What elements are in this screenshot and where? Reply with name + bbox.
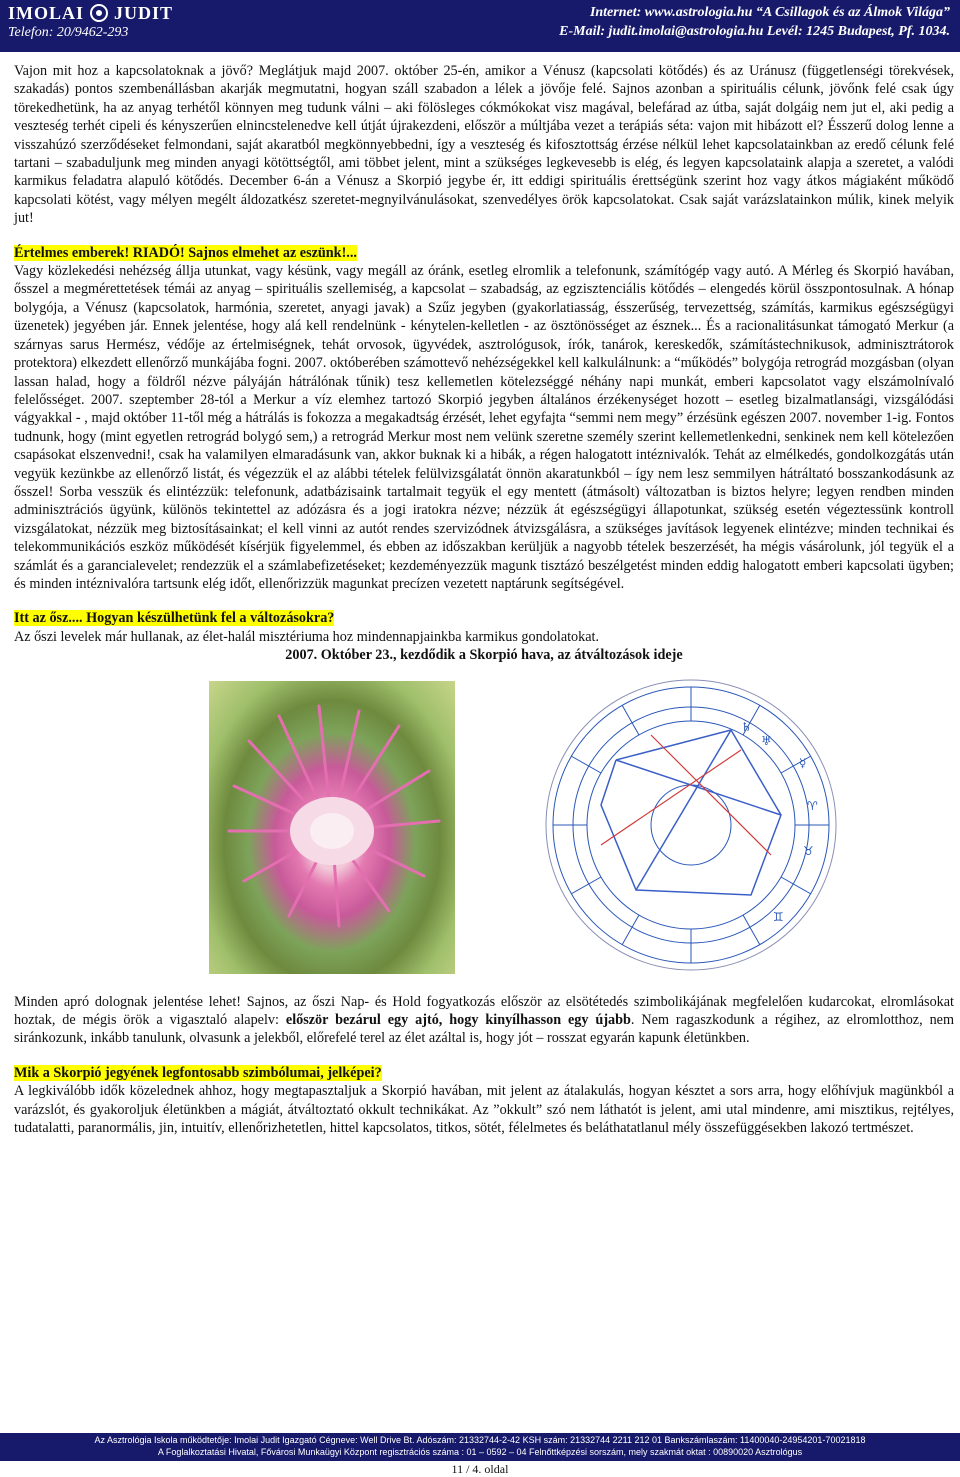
page-footer [0,1433,960,1461]
paragraph-4a: Minden apró dolognak jelentése lehet! Sajnos, az őszi Nap- és Hold fogyatkozás először az elsötétedés szimbolikájának megfelelően kudarcokat, elromlásokat hoztak, de mégis örök a vigasztaló alapelv: [14,993,954,1028]
paragraph-4 [14,993,954,1048]
paragraph-4c: . Nem ragaszkodunk a régihez, az elromlotthoz, nem siránkozunk, inkább tanulunk, olvasunk a jelekből, előrefelé terel az élet azáltal is, hogy jót – rosszat egyarán kapunk életünkben. [14,1012,954,1047]
heading-skorpio-text: Mik a Skorpió jegyének legfontosabb szimbólumai, jelképei? [14,1064,382,1081]
flower-photo [209,681,455,974]
paragraph-4-bold: először bezárul egy ajtó, hogy kinyílhasson egy újabb [285,1012,631,1028]
svg-text:♄: ♄ [741,719,752,734]
heading-osz-text: Itt az ősz.... Hogyan készülhetünk fel a változásokra? [14,610,335,627]
header-right [559,3,950,41]
paragraph-3: Az őszi levelek már hullanak, az élet-halál misztériuma hoz mindennapjainkba karmikus gondolatokat. [14,628,600,645]
brand-left-text: IMOLAI [8,3,85,23]
header-internet[interactable]: Internet: www.astrologia.hu “A Csillagok és az Álmok Világa” [589,5,950,20]
heading-osz [14,609,954,627]
footer-line-1: Az Asztrológia Iskola működtetője: Imolai Judit Igazgató Cégneve: Well Drive Bt. Adószám: 21332744-2-42 KSH szám: 21332744 2211 212 01 Bankszámlaszám: 11400040-24954201-70021818 [94,1435,866,1445]
main-content [14,62,954,1137]
header-email[interactable]: E-Mail: judit.imolai@astrologia.hu Levél: 1245 Budapest, Pf. 1034. [559,24,950,39]
paragraph-1: Vajon mit hoz a kapcsolatoknak a jövő? Meglátjuk majd 2007. október 25-én, amikor a Vénusz (kapcsolati kötődés) és az Uránusz (függetlenségi törekvések, szakadás) pontos szembenállásban akarják megmutatni, hogyan száll szabadon a lélek a jövője felé. Sajnos azonban a spirituális célunk, jövőnk felé csak úgy törekedhetünk, ha az anyag terhétől könnyen meg tudunk válni – aki fölösleges cókmókokat visz magával, belefárad az útba, saját dolgáig nem jut el, aki pedig a veszteség terhét cipeli és kényszerűen elnincstelenedve kell útját újrakezdeni, először a múltjába vezet a terápiás séta: vajon mit hibázott el? Ésszerű dolog lenne a visszahúzó szerződéseket felmondani, saját akaratból megkönnyebbedni, így a veszteség és kifosztottság érzése nélkül lehet kapcsolatainkban az eredő célunk felé tartani – szabaduljunk meg minden anyagi kötöttségtől, ami többet jelent, mint a szükséges legkevesebb is elég, és legyen kapcsolataink alapja a szeretet, a valódi karmikus feladatra alapuló kötődés. December 6-án a Vénusz a Skorpió jegybe ér, itt eddigi spirituális érettségünk szerint hoz vagy átkos mágiaként működő kapcsolati kötést, vagy mélyen megélt áldozatkész szeretet-megnyilvánulásokat, szenvedélyes örök kapcsolatokat. Csak saját varázslatainkon múlik, kinek melyik jut! [14,63,954,227]
heading-riado [14,244,954,262]
paragraph-2: Vagy közlekedési nehézség állja utunkat, vagy késünk, vagy megáll az óránk, esetleg elromlik a telefonunk, számítógép vagy autó. A Mérleg és Skorpió havában, ősszel a megmérettetések témái az anyag – spirituális szellemiség, a kapcsolat – szabadság, az egzisztenciális kötődés – elengedés körül összpontosulnak. A hónap bolygója, a Vénusz (kapcsolatok, harmónia, szeretet, anyagi javak) a Szűz jegyben (gyakorlatiasság, ésszerűség, tervezettség, számítás, karmikus egészségügyi üzenetek) jegyében jár. Ennek jelentése, hogy alá kell rendelnünk - kénytelen-kelletlen - az ösztönösséget az észnek... És a racionalitásunkat támogató Merkur (a szárnyas sarus Hermész, védője az értelmiségnek, tehát orvosok, ügyvédek, asztrológusok, írók, tanárok, kereskedők, számítástechnikusok, adminisztrátorok protektora) elkezdett ellenőrző munkájába fogni. 2007. októberében számottevő nehézségekkel kell kalkulálnunk: a “működés” bolygója retrográd mozgásban (olyan lassan halad, hogy a földről nézve pályáján hátrálónak tűnik) tesz kellemetlen kötelezséggé néhány napi munkát, emberi kapcsolatot vagy elszámolnívaló felelősséget. 2007. szeptember 28-tól a Merkur a víz elemhez tartozó Skorpió jegyben általános érzékenységet hozott – esetleg bizalmatlansági, vizsgálódási vágyakkal - , majd október 11-től még a hátrálás is fokozza a megakadtság érzését, lehet egyfajta “semmi nem megy” érzésünk egészen 2007. november 1-ig. Fontos tudnunk, hogy (mint egyetlen retrográd bolygó sem,) a retrográd Merkur most nem velünk szeretne személy szerint kellemetlenkedni, senkinek nem kell kötelezően csapásokat elszenvedni!, csak ha valamilyen elmaradásunk van, akkor buknak ki a hibák, a régen halogatott intéznivalók. Tehát az elmélkedés, gondolkozgátás után vegyük kezünkbe az ellenőrző listát, és végezzük el az alábbi tételek felülvizsgálatát önnön akaratunkból – így nem lesz semmilyen hátráltató bosszankodásunk az ősszel! Sorba vesszük és elintézzük: telefonunk, adatbázisaink tartalmait tegyük el egy mentett (átmásolt) változatban is biztos helyre; legyen rendben minden adminisztrációs ügyünk, különös tekintettel az adózásra és a jogi iratokra nézve; nézzük át egészségügyi állapotunkat, szükség esetén végeztessünk kontroll vizsgálatokat, nézzük meg biztosításainkat; el kell vinni az autót rendes szervizódnek átvizsgálásra, a szükséges javítások legyenek elintézve; minden technikai és telekommunikációs eszköz működését kísérjük figyelemmel, és ebben az időszakban kerüljük a nagyobb tételek beszerzését, ha mégis vásárolunk, jól tegyük el a számlát és a garancialevelet; rendezzük el a számlabefizetéseket; kezdeményezzük magunk tisztázó beszélgetést minden eddig halogatott emberi kapcsolati ügyben; és minden intéznivalóra tartsunk elég időt, ellenőrizzük magunkat precízen vezetett naptárunk segítségével. [14,263,954,592]
header-left [8,3,173,41]
image-row [14,673,954,993]
svg-text:♈: ♈ [807,798,818,813]
svg-text:♅: ♅ [761,733,772,748]
astrology-chart [541,675,841,975]
svg-text:♊: ♊ [773,909,784,924]
heading-skorpio [14,1064,954,1082]
brand [8,3,173,23]
heading-riado-text: Értelmes emberek! RIADÓ! Sajnos elmehet az eszünk!... [14,244,357,261]
header-phone: Telefon: 20/9462-293 [8,25,129,40]
brand-right-text: JUDIT [114,3,174,23]
svg-text:☿: ☿ [799,755,807,770]
circle-logo-icon [90,4,108,22]
date-line: 2007. Október 23., kezdődik a Skorpió hava, az átváltozások ideje [285,647,683,664]
svg-text:♉: ♉ [803,843,814,858]
page-number: 11 / 4. oldal [451,1462,509,1476]
footer-line-2: A Foglalkoztatási Hivatal, Fővárosi Munkaügyi Központ regisztrációs száma : 01 – 0592 – 04 Felnőttképzési sorszám, mely szakmát oktat : 00890020 Asztrológus [157,1447,803,1457]
page-header [0,0,960,52]
paragraph-5: A legkiválóbb idők közelednek ahhoz, hogy megtapasztaljuk a Skorpió havában, mit jelent az átalakulás, hogyan késztet a sors arra, hogy előhívjuk magünkból a varázslót, és gyakoroljuk életünkben a mágiát, átváltoztató okkult technikákat. Az ”okkult” szó nem láthatót is jelent, ami utal mindenre, ami misztikus, rejtélyes, tudatalatti, paranormális, jin, intuitív, ellenőrizhetetlen, hittel kapcsolatos, titkos, sötét, félelmetes és beláthatatlanul mély összefüggésekben lakozó tertmészet. [14,1083,954,1137]
